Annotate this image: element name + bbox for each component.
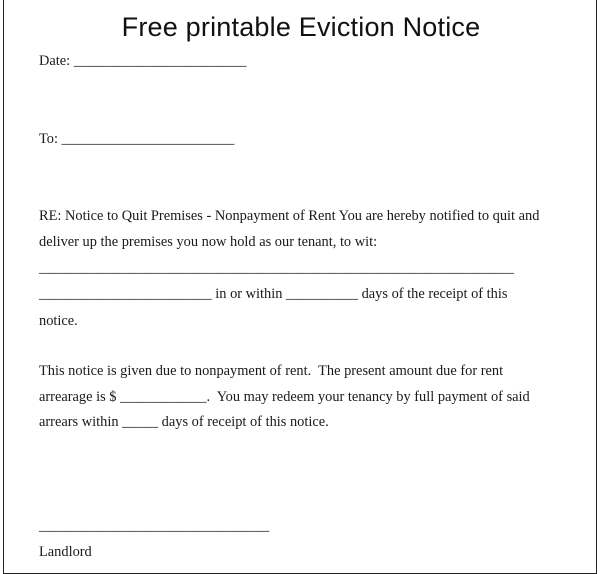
rent-line-2: arrearage is $ ____________. You may redeem your tenancy by full payment of said [39,389,530,405]
rent-line-1: This notice is given due to nonpayment of rent. The present amount due for rent [39,363,504,379]
re-line-1: RE: Notice to Quit Premises - Nonpayment of Rent You are hereby notified to quit and [39,208,540,224]
page-title: Free printable Eviction Notice [121,12,481,42]
within-days-line: ________________________ in or within __________ days of the receipt of this [39,286,508,302]
landlord-label: Landlord [39,544,92,560]
re-line-2: deliver up the premises you now hold as our tenant, to wit: [39,234,378,250]
address-blank-line: __________________________________________________________________ [39,260,514,276]
document-frame [3,0,597,574]
signature-line: ________________________________ [39,518,270,534]
rent-line-3: arrears within _____ days of receipt of this notice. [39,414,329,430]
notice-end-line: notice. [39,313,78,329]
to-line: To: ________________________ [39,131,235,147]
date-line: Date: ________________________ [39,53,247,69]
